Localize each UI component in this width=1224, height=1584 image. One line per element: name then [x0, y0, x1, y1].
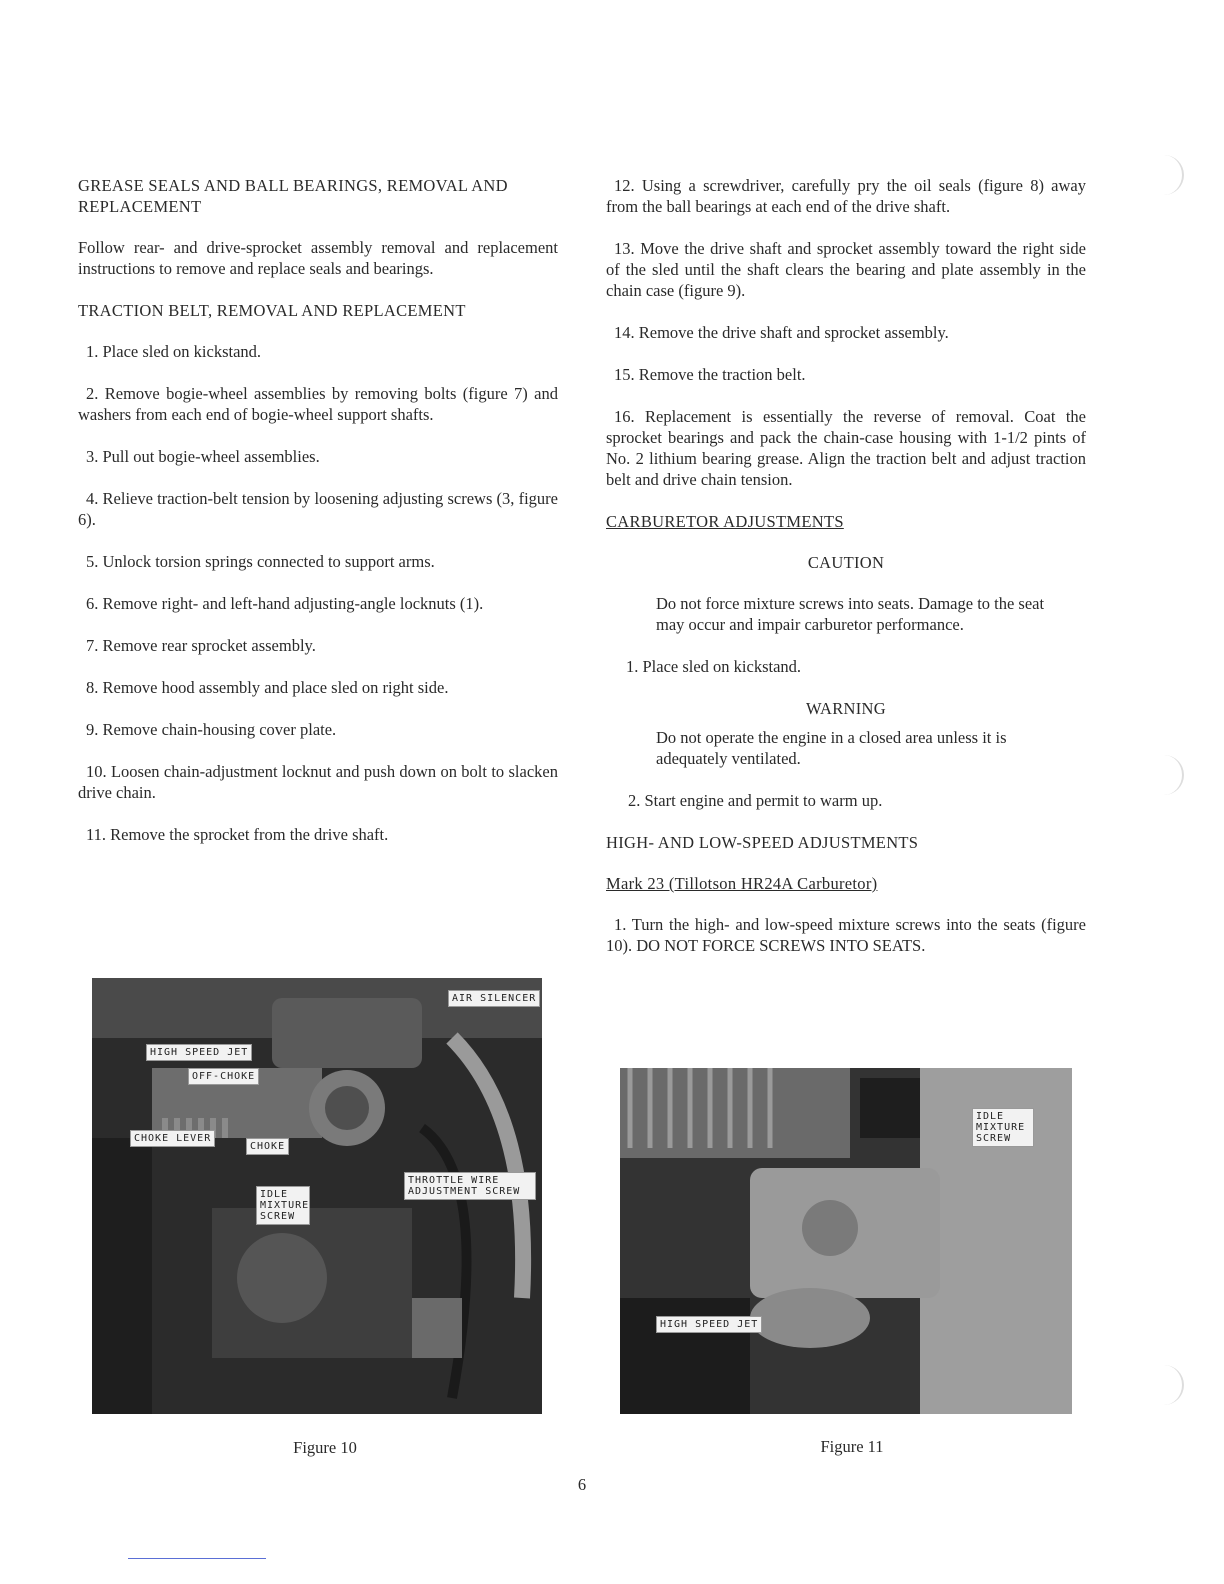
label-throttle-wire-adjustment-screw: THROTTLE WIRE ADJUSTMENT SCREW: [404, 1172, 536, 1200]
label-choke-lever: CHOKE LEVER: [130, 1130, 215, 1147]
left-column: [78, 175, 558, 866]
step-14: 14. Remove the drive shaft and sprocket assembly.: [614, 323, 949, 342]
heading-mark-23: Mark 23 (Tillotson HR24A Carburetor): [606, 874, 878, 893]
label-idle-mixture-screw: IDLE MIXTURE SCREW: [256, 1186, 310, 1225]
binder-hole-middle: [1160, 755, 1184, 795]
label-high-speed-jet: HIGH SPEED JET: [146, 1044, 252, 1061]
label-idle-mixture-screw: IDLE MIXTURE SCREW: [972, 1108, 1034, 1147]
step-1: 1. Place sled on kickstand.: [86, 342, 262, 361]
caution-text: Do not force mixture screws into seats. Damage to the seat may occur and impair carburetor performance.: [656, 594, 1045, 634]
step-16: 16. Replacement is essentially the reverse of removal. Coat the sprocket bearings and pack the chain-case housing with 1-1/2 pints of No. 2 lithium bearing grease. Align the traction belt and adjust traction belt and drive chain tension.: [606, 407, 1086, 489]
right-column: [606, 175, 1086, 977]
binder-hole-top: [1160, 155, 1184, 195]
step-8: 8. Remove hood assembly and place sled on right side.: [86, 678, 449, 697]
label-high-speed-jet: HIGH SPEED JET: [656, 1316, 762, 1333]
step-12: 12. Using a screwdriver, carefully pry the oil seals (figure 8) away from the ball bearings at each end of the drive shaft.: [606, 176, 1086, 216]
step-9: 9. Remove chain-housing cover plate.: [86, 720, 337, 739]
figure-10-photo: [92, 978, 542, 1414]
warning-text: Do not operate the engine in a closed area unless it is adequately ventilated.: [656, 728, 1007, 768]
step-13: 13. Move the drive shaft and sprocket assembly toward the right side of the sled until the shaft clears the bearing and plate assembly in the chain case (figure 9).: [606, 239, 1086, 300]
caution-title: CAUTION: [807, 553, 885, 572]
step-10: 10. Loosen chain-adjustment locknut and push down on bolt to slacken drive chain.: [78, 762, 558, 802]
label-air-silencer: AIR SILENCER: [448, 990, 540, 1007]
binder-hole-bottom: [1160, 1365, 1184, 1405]
heading-carburetor: CARBURETOR ADJUSTMENTS: [606, 512, 844, 531]
step-4: 4. Relieve traction-belt tension by loosening adjusting screws (3, figure 6).: [78, 489, 558, 529]
step-15: 15. Remove the traction belt.: [614, 365, 806, 384]
warning-title: WARNING: [805, 699, 886, 718]
label-off-choke: OFF-CHOKE: [188, 1068, 259, 1085]
paragraph-follow: Follow rear- and drive-sprocket assembly removal and replacement instructions to remove and replace seals and bearings.: [78, 238, 558, 278]
heading-grease-seals: GREASE SEALS AND BALL BEARINGS, REMOVAL AND REPLACEMENT: [78, 176, 508, 216]
carb-step-1: 1. Place sled on kickstand.: [626, 657, 802, 676]
step-6: 6. Remove right- and left-hand adjusting-angle locknuts (1).: [86, 594, 484, 613]
step-11: 11. Remove the sprocket from the drive shaft.: [86, 825, 389, 844]
step-7: 7. Remove rear sprocket assembly.: [86, 636, 316, 655]
heading-high-low-speed: HIGH- AND LOW-SPEED ADJUSTMENTS: [606, 833, 919, 852]
figure-11-photo: [620, 1068, 1072, 1414]
mark-step-1: 1. Turn the high- and low-speed mixture screws into the seats (figure 10). DO NOT FORCE SCREWS INTO SEATS.: [606, 915, 1086, 955]
step-2: 2. Remove bogie-wheel assemblies by removing bolts (figure 7) and washers from each end of bogie-wheel support shafts.: [78, 384, 558, 424]
figure-10-caption: Figure 10: [293, 1438, 357, 1457]
label-choke: CHOKE: [246, 1138, 289, 1155]
heading-traction-belt: TRACTION BELT, REMOVAL AND REPLACEMENT: [78, 301, 466, 320]
step-3: 3. Pull out bogie-wheel assemblies.: [86, 447, 320, 466]
step-5: 5. Unlock torsion springs connected to support arms.: [86, 552, 435, 571]
figure-11-caption: Figure 11: [820, 1437, 884, 1456]
page-number: 6: [577, 1475, 587, 1494]
footer-rule: [128, 1558, 266, 1559]
carb-step-2: 2. Start engine and permit to warm up.: [628, 791, 883, 810]
